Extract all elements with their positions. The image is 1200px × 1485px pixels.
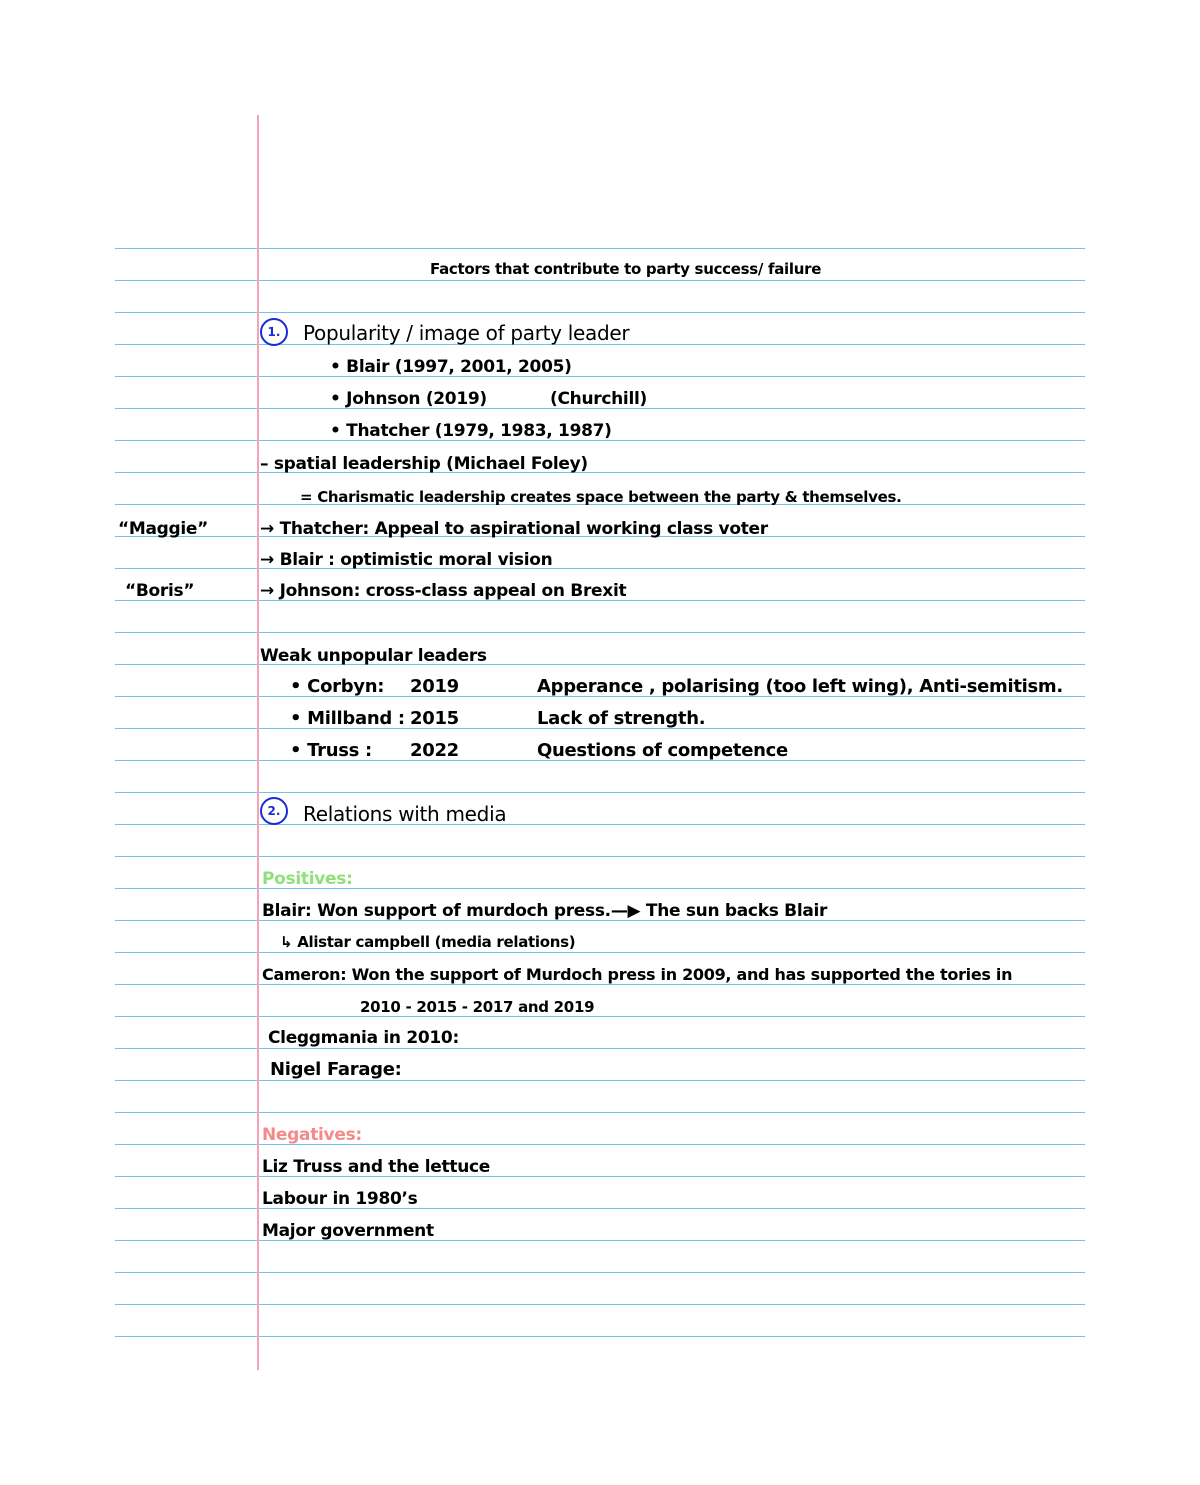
negative-item: Liz Truss and the lettuce	[262, 1157, 491, 1177]
arrow-item: → Blair : optimistic moral vision	[260, 550, 553, 570]
margin-note-maggie: “Maggie”	[118, 519, 209, 539]
rule-line	[115, 1144, 1085, 1145]
charismatic-leadership: = Charismatic leadership creates space between the party & themselves.	[300, 488, 902, 506]
weak-leader-reason: Apperance , polarising (too left wing), Anti-semitism.	[537, 676, 1063, 697]
section-heading-1: Popularity / image of party leader	[303, 321, 630, 345]
weak-leader-year: 2015	[410, 708, 459, 729]
rule-line	[115, 632, 1085, 633]
negative-item: Labour in 1980’s	[262, 1189, 418, 1209]
rule-line	[115, 1208, 1085, 1209]
weak-leaders-heading: Weak unpopular leaders	[260, 646, 487, 666]
rule-line	[115, 1240, 1085, 1241]
arrow-item: → Johnson: cross-class appeal on Brexit	[260, 581, 627, 601]
weak-leader-name: • Millband :	[290, 708, 405, 729]
rule-line	[115, 1176, 1085, 1177]
weak-leader-reason: Questions of competence	[537, 740, 788, 761]
arrow-item: → Thatcher: Appeal to aspirational working class voter	[260, 519, 768, 539]
positive-item: Cleggmania in 2010:	[268, 1028, 459, 1048]
section-heading-2: Relations with media	[303, 802, 507, 826]
margin-note-boris: “Boris”	[125, 581, 195, 601]
margin-line	[257, 115, 259, 1370]
rule-line	[115, 1304, 1085, 1305]
rule-line	[115, 248, 1085, 249]
positive-item: 2010 - 2015 - 2017 and 2019	[360, 998, 595, 1016]
positives-label: Positives:	[262, 869, 353, 889]
rule-line	[115, 792, 1085, 793]
rule-line	[115, 312, 1085, 313]
section-number-2: 2.	[260, 797, 288, 825]
negatives-label: Negatives:	[262, 1125, 362, 1145]
positive-item: Nigel Farage:	[270, 1059, 402, 1080]
positive-item: ↳ Alistar campbell (media relations)	[280, 933, 576, 951]
rule-line	[115, 280, 1085, 281]
rule-line	[115, 1112, 1085, 1113]
leader-bullet: • Blair (1997, 2001, 2005)	[330, 357, 572, 377]
rule-line	[115, 856, 1085, 857]
rule-line	[115, 824, 1085, 825]
rule-line	[115, 1016, 1085, 1017]
weak-leader-name: • Truss :	[290, 740, 372, 761]
positive-item: Cameron: Won the support of Murdoch press in 2009, and has supported the tories in	[262, 965, 1013, 984]
rule-line	[115, 1048, 1085, 1049]
weak-leader-name: • Corbyn:	[290, 676, 385, 697]
rule-line	[115, 1080, 1085, 1081]
leader-bullet: • Johnson (2019)	[330, 389, 487, 409]
rule-line	[115, 1336, 1085, 1337]
leader-bullet: • Thatcher (1979, 1983, 1987)	[330, 421, 612, 441]
weak-leader-reason: Lack of strength.	[537, 708, 706, 729]
page-title: Factors that contribute to party success/ failure	[430, 260, 822, 278]
spatial-leadership: – spatial leadership (Michael Foley)	[260, 454, 588, 474]
rule-line	[115, 888, 1085, 889]
weak-leader-year: 2019	[410, 676, 459, 697]
rule-line	[115, 376, 1085, 377]
rule-line	[115, 1272, 1085, 1273]
positive-item: Blair: Won support of murdoch press.—▶ The sun backs Blair	[262, 901, 828, 921]
negative-item: Major government	[262, 1221, 434, 1241]
rule-line	[115, 952, 1085, 953]
section-number-1: 1.	[260, 318, 288, 346]
churchill-note: (Churchill)	[550, 389, 647, 409]
weak-leader-year: 2022	[410, 740, 459, 761]
